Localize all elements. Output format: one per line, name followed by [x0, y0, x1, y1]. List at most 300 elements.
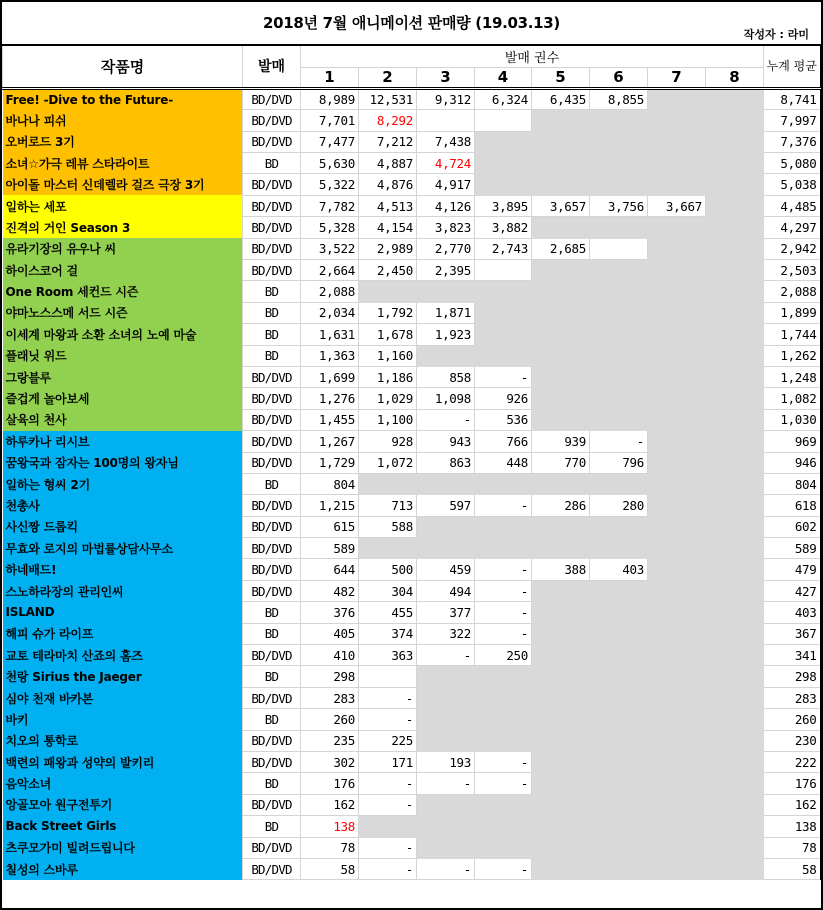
volume-cell: -: [359, 858, 417, 879]
empty-cell: [706, 837, 764, 858]
format-cell: BD/DVD: [243, 495, 301, 516]
volume-cell: 2,088: [301, 281, 359, 302]
empty-cell: [590, 324, 648, 345]
table-row: [3, 794, 821, 815]
header-volume-3: 3: [417, 67, 475, 88]
empty-cell: [706, 302, 764, 323]
empty-cell: [359, 538, 417, 559]
volume-cell: 804: [301, 473, 359, 494]
empty-cell: [532, 174, 590, 195]
format-cell: BD/DVD: [243, 174, 301, 195]
empty-cell: [590, 131, 648, 152]
empty-cell: [648, 837, 706, 858]
volume-cell: 12,531: [359, 88, 417, 109]
average-cell: 1,899: [764, 302, 821, 323]
average-cell: 1,248: [764, 366, 821, 387]
empty-cell: [590, 388, 648, 409]
title-cell: One Room 세컨드 시즌: [3, 281, 243, 302]
empty-cell: [475, 302, 532, 323]
empty-cell: [648, 495, 706, 516]
average-cell: 1,744: [764, 324, 821, 345]
volume-cell: 770: [532, 452, 590, 473]
empty-cell: [475, 345, 532, 366]
format-cell: BD/DVD: [243, 794, 301, 815]
volume-cell: 283: [301, 687, 359, 708]
average-cell: 946: [764, 452, 821, 473]
table-row: [3, 324, 821, 345]
average-cell: 2,088: [764, 281, 821, 302]
average-cell: 283: [764, 687, 821, 708]
volume-cell: 322: [417, 623, 475, 644]
volume-cell: 250: [475, 645, 532, 666]
volume-cell: 943: [417, 431, 475, 452]
empty-cell: [706, 409, 764, 430]
empty-cell: [706, 580, 764, 601]
empty-cell: [532, 302, 590, 323]
empty-cell: [417, 666, 475, 687]
empty-cell: [532, 752, 590, 773]
empty-cell: [590, 794, 648, 815]
header-volume-4: 4: [475, 67, 532, 88]
empty-cell: [706, 495, 764, 516]
title-cell: 음악소녀: [3, 773, 243, 794]
volume-cell: 235: [301, 730, 359, 751]
volume-cell: -: [475, 366, 532, 387]
empty-cell: [532, 131, 590, 152]
empty-cell: [590, 709, 648, 730]
volume-cell: 176: [301, 773, 359, 794]
title-cell: 야마노스스메 서드 시즌: [3, 302, 243, 323]
empty-cell: [475, 153, 532, 174]
average-cell: 4,485: [764, 195, 821, 216]
empty-cell: [648, 538, 706, 559]
empty-cell: [648, 409, 706, 430]
format-cell: BD/DVD: [243, 431, 301, 452]
format-cell: BD/DVD: [243, 559, 301, 580]
table-row: [3, 473, 821, 494]
empty-cell: [475, 473, 532, 494]
title-cell: 이세계 마왕과 소환 소녀의 노예 마술: [3, 324, 243, 345]
volume-cell: 280: [590, 495, 648, 516]
volume-cell: 2,664: [301, 260, 359, 281]
table-row: [3, 730, 821, 751]
format-cell: BD/DVD: [243, 538, 301, 559]
empty-cell: [648, 88, 706, 109]
average-cell: 403: [764, 602, 821, 623]
empty-cell: [590, 580, 648, 601]
volume-cell: [417, 110, 475, 131]
table-row: [3, 174, 821, 195]
format-cell: BD/DVD: [243, 645, 301, 666]
volume-cell: 304: [359, 580, 417, 601]
empty-cell: [706, 345, 764, 366]
header-format: 발매: [243, 45, 301, 88]
empty-cell: [475, 837, 532, 858]
volume-cell: 796: [590, 452, 648, 473]
average-cell: 78: [764, 837, 821, 858]
empty-cell: [648, 110, 706, 131]
empty-cell: [590, 623, 648, 644]
empty-cell: [706, 858, 764, 879]
volume-cell: 138: [301, 816, 359, 837]
average-cell: 427: [764, 580, 821, 601]
volume-cell: 3,657: [532, 195, 590, 216]
format-cell: BD: [243, 153, 301, 174]
volume-cell: -: [417, 409, 475, 430]
title-cell: 꿈왕국과 잠자는 100명의 왕자님: [3, 452, 243, 473]
average-cell: 479: [764, 559, 821, 580]
table-row: [3, 302, 821, 323]
volume-cell: -: [475, 580, 532, 601]
table-row: [3, 452, 821, 473]
volume-cell: 2,685: [532, 238, 590, 259]
volume-cell: 536: [475, 409, 532, 430]
volume-cell: -: [359, 709, 417, 730]
table-row: [3, 153, 821, 174]
empty-cell: [706, 131, 764, 152]
volume-cell: 713: [359, 495, 417, 516]
format-cell: BD: [243, 345, 301, 366]
average-cell: 162: [764, 794, 821, 815]
volume-cell: 1,729: [301, 452, 359, 473]
title-cell: 하루카나 리시브: [3, 431, 243, 452]
title-cell: 하이스코어 걸: [3, 260, 243, 281]
volume-cell: 1,098: [417, 388, 475, 409]
empty-cell: [417, 687, 475, 708]
title-cell: 즐겁게 놀아보세: [3, 388, 243, 409]
empty-cell: [532, 730, 590, 751]
table-row: [3, 623, 821, 644]
empty-cell: [590, 858, 648, 879]
table-row: [3, 858, 821, 879]
empty-cell: [706, 431, 764, 452]
volume-cell: 1,699: [301, 366, 359, 387]
empty-cell: [706, 110, 764, 131]
volume-cell: 1,186: [359, 366, 417, 387]
format-cell: BD/DVD: [243, 217, 301, 238]
header-volume-2: 2: [359, 67, 417, 88]
empty-cell: [706, 709, 764, 730]
title-cell: 소녀☆가극 레뷰 스타라이트: [3, 153, 243, 174]
empty-cell: [532, 110, 590, 131]
volume-cell: -: [417, 645, 475, 666]
format-cell: BD: [243, 666, 301, 687]
format-cell: BD/DVD: [243, 516, 301, 537]
header-volume-8: 8: [706, 67, 764, 88]
volume-cell: 588: [359, 516, 417, 537]
volume-cell: 2,743: [475, 238, 532, 259]
empty-cell: [590, 345, 648, 366]
empty-cell: [532, 217, 590, 238]
volume-cell: 3,756: [590, 195, 648, 216]
volume-cell: -: [475, 858, 532, 879]
empty-cell: [532, 366, 590, 387]
volume-cell: 1,871: [417, 302, 475, 323]
format-cell: BD: [243, 302, 301, 323]
empty-cell: [648, 602, 706, 623]
volume-cell: 410: [301, 645, 359, 666]
average-cell: 341: [764, 645, 821, 666]
volume-cell: 482: [301, 580, 359, 601]
volume-cell: 376: [301, 602, 359, 623]
format-cell: BD: [243, 324, 301, 345]
title-cell: 스노하라장의 관리인씨: [3, 580, 243, 601]
volume-cell: 500: [359, 559, 417, 580]
volume-cell: 615: [301, 516, 359, 537]
volume-cell: 1,160: [359, 345, 417, 366]
empty-cell: [648, 174, 706, 195]
volume-cell: 858: [417, 366, 475, 387]
empty-cell: [417, 516, 475, 537]
volume-cell: 6,324: [475, 88, 532, 109]
table-row: [3, 495, 821, 516]
volume-cell: 162: [301, 794, 359, 815]
average-cell: 260: [764, 709, 821, 730]
volume-cell: [359, 666, 417, 687]
empty-cell: [648, 858, 706, 879]
volume-cell: -: [475, 623, 532, 644]
volume-cell: 5,322: [301, 174, 359, 195]
table-row: [3, 260, 821, 281]
average-cell: 4,297: [764, 217, 821, 238]
volume-cell: -: [417, 773, 475, 794]
empty-cell: [648, 302, 706, 323]
title-cell: 일하는 형씨 2기: [3, 473, 243, 494]
empty-cell: [648, 730, 706, 751]
empty-cell: [475, 687, 532, 708]
header-volume-1: 1: [301, 67, 359, 88]
table-row: [3, 281, 821, 302]
empty-cell: [532, 580, 590, 601]
table-row: [3, 217, 821, 238]
empty-cell: [648, 580, 706, 601]
empty-cell: [590, 816, 648, 837]
volume-cell: 644: [301, 559, 359, 580]
average-cell: 5,080: [764, 153, 821, 174]
volume-cell: 3,667: [648, 195, 706, 216]
average-cell: 367: [764, 623, 821, 644]
format-cell: BD: [243, 281, 301, 302]
format-cell: BD: [243, 473, 301, 494]
empty-cell: [590, 473, 648, 494]
volume-cell: 1,792: [359, 302, 417, 323]
empty-cell: [590, 281, 648, 302]
title-cell: 일하는 세포: [3, 195, 243, 216]
empty-cell: [590, 174, 648, 195]
volume-cell: 2,770: [417, 238, 475, 259]
empty-cell: [590, 366, 648, 387]
title-cell: 해피 슈가 라이프: [3, 623, 243, 644]
volume-cell: 1,029: [359, 388, 417, 409]
header-volume-5: 5: [532, 67, 590, 88]
empty-cell: [648, 260, 706, 281]
table-row: [3, 366, 821, 387]
table-row: [3, 602, 821, 623]
volume-cell: -: [359, 773, 417, 794]
empty-cell: [590, 773, 648, 794]
volume-cell: -: [475, 495, 532, 516]
volume-cell: 2,034: [301, 302, 359, 323]
title-cell: 심야 천재 바카본: [3, 687, 243, 708]
volume-cell: 1,631: [301, 324, 359, 345]
empty-cell: [475, 281, 532, 302]
empty-cell: [706, 516, 764, 537]
empty-cell: [475, 131, 532, 152]
volume-cell: 1,100: [359, 409, 417, 430]
empty-cell: [648, 559, 706, 580]
empty-cell: [706, 752, 764, 773]
table-row: [3, 816, 821, 837]
empty-cell: [417, 816, 475, 837]
empty-cell: [648, 431, 706, 452]
empty-cell: [532, 516, 590, 537]
empty-cell: [706, 666, 764, 687]
volume-cell: -: [475, 559, 532, 580]
empty-cell: [532, 260, 590, 281]
volume-cell: 225: [359, 730, 417, 751]
average-cell: 969: [764, 431, 821, 452]
empty-cell: [706, 388, 764, 409]
volume-cell: -: [359, 687, 417, 708]
empty-cell: [648, 709, 706, 730]
table-row: [3, 687, 821, 708]
average-cell: 5,038: [764, 174, 821, 195]
empty-cell: [706, 324, 764, 345]
average-cell: 58: [764, 858, 821, 879]
header-volume-6: 6: [590, 67, 648, 88]
empty-cell: [590, 687, 648, 708]
empty-cell: [590, 538, 648, 559]
volume-cell: 58: [301, 858, 359, 879]
average-cell: 1,082: [764, 388, 821, 409]
empty-cell: [706, 623, 764, 644]
empty-cell: [648, 473, 706, 494]
empty-cell: [706, 794, 764, 815]
volume-cell: 374: [359, 623, 417, 644]
header-average: 누계 평균: [764, 45, 821, 88]
format-cell: BD/DVD: [243, 131, 301, 152]
average-cell: 7,997: [764, 110, 821, 131]
volume-cell: 2,450: [359, 260, 417, 281]
title-cell: ISLAND: [3, 602, 243, 623]
table-row: [3, 409, 821, 430]
volume-cell: 4,126: [417, 195, 475, 216]
empty-cell: [417, 709, 475, 730]
table-row: [3, 131, 821, 152]
format-cell: BD/DVD: [243, 110, 301, 131]
volume-cell: 1,923: [417, 324, 475, 345]
format-cell: BD/DVD: [243, 580, 301, 601]
title-cell: 천총사: [3, 495, 243, 516]
format-cell: BD/DVD: [243, 837, 301, 858]
volume-cell: 494: [417, 580, 475, 601]
empty-cell: [648, 623, 706, 644]
title-cell: 아이돌 마스터 신데렐라 걸즈 극장 3기: [3, 174, 243, 195]
empty-cell: [532, 773, 590, 794]
empty-cell: [532, 858, 590, 879]
empty-cell: [590, 110, 648, 131]
format-cell: BD: [243, 816, 301, 837]
volume-cell: 3,895: [475, 195, 532, 216]
empty-cell: [648, 238, 706, 259]
format-cell: BD/DVD: [243, 88, 301, 109]
empty-cell: [359, 473, 417, 494]
empty-cell: [648, 687, 706, 708]
volume-cell: 4,876: [359, 174, 417, 195]
volume-cell: -: [590, 431, 648, 452]
title-cell: 칠성의 스바루: [3, 858, 243, 879]
empty-cell: [532, 388, 590, 409]
empty-cell: [648, 666, 706, 687]
title-cell: 플래닛 위드: [3, 345, 243, 366]
format-cell: BD/DVD: [243, 858, 301, 879]
empty-cell: [648, 516, 706, 537]
volume-cell: 7,701: [301, 110, 359, 131]
volume-cell: 766: [475, 431, 532, 452]
average-cell: 222: [764, 752, 821, 773]
volume-cell: 6,435: [532, 88, 590, 109]
volume-cell: 388: [532, 559, 590, 580]
volume-cell: 2,395: [417, 260, 475, 281]
volume-cell: 286: [532, 495, 590, 516]
title-cell: 오버로드 3기: [3, 131, 243, 152]
empty-cell: [475, 816, 532, 837]
volume-cell: 2,989: [359, 238, 417, 259]
volume-cell: 1,678: [359, 324, 417, 345]
table-row: [3, 837, 821, 858]
title-cell: 바나나 피쉬: [3, 110, 243, 131]
volume-cell: 1,276: [301, 388, 359, 409]
empty-cell: [532, 645, 590, 666]
average-cell: 298: [764, 666, 821, 687]
volume-cell: 298: [301, 666, 359, 687]
empty-cell: [475, 324, 532, 345]
table-row: [3, 388, 821, 409]
format-cell: BD/DVD: [243, 409, 301, 430]
empty-cell: [417, 281, 475, 302]
empty-cell: [648, 131, 706, 152]
format-cell: BD/DVD: [243, 730, 301, 751]
table-row: [3, 538, 821, 559]
empty-cell: [532, 473, 590, 494]
volume-cell: 363: [359, 645, 417, 666]
format-cell: BD/DVD: [243, 388, 301, 409]
table-row: [3, 645, 821, 666]
empty-cell: [475, 709, 532, 730]
volume-cell: 4,887: [359, 153, 417, 174]
empty-cell: [532, 345, 590, 366]
empty-cell: [590, 409, 648, 430]
empty-cell: [706, 238, 764, 259]
title-cell: 그랑블루: [3, 366, 243, 387]
average-cell: 230: [764, 730, 821, 751]
empty-cell: [532, 153, 590, 174]
empty-cell: [590, 752, 648, 773]
average-cell: 176: [764, 773, 821, 794]
empty-cell: [648, 217, 706, 238]
volume-cell: -: [417, 858, 475, 879]
average-cell: 589: [764, 538, 821, 559]
empty-cell: [475, 538, 532, 559]
empty-cell: [532, 623, 590, 644]
title-cell: 교토 테라마치 산죠의 홈즈: [3, 645, 243, 666]
volume-cell: 926: [475, 388, 532, 409]
empty-cell: [648, 645, 706, 666]
empty-cell: [359, 816, 417, 837]
format-cell: BD/DVD: [243, 366, 301, 387]
volume-cell: 171: [359, 752, 417, 773]
table-row: [3, 88, 821, 109]
